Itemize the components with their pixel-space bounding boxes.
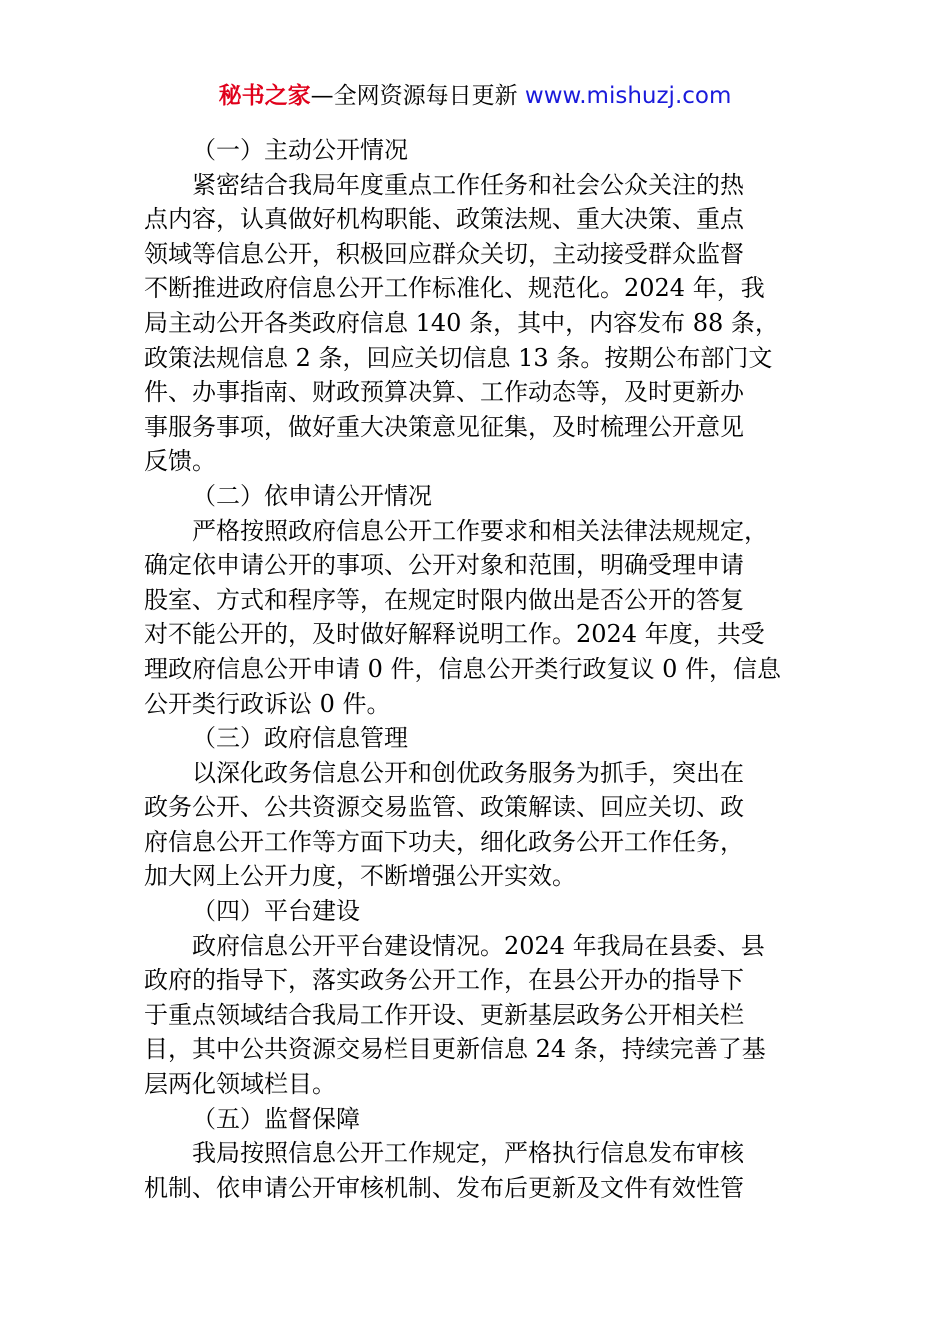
paragraph-line: 以深化政务信息公开和创优政务服务为抓手，突出在 xyxy=(192,758,744,787)
paragraph-line: 对不能公开的，及时做好解释说明工作。2024 年度，共受 xyxy=(144,620,765,649)
paragraph-line: 理政府信息公开申请 0 件，信息公开类行政复议 0 件，信息 xyxy=(144,654,782,683)
paragraph-line: 严格按照政府信息公开工作要求和相关法律法规规定， xyxy=(192,516,768,545)
paragraph-line: 机制、依申请公开审核机制、发布后更新及文件有效性管 xyxy=(144,1173,744,1202)
paragraph-line: 紧密结合我局年度重点工作任务和社会公众关注的热 xyxy=(192,170,744,199)
site-header xyxy=(0,80,950,112)
paragraph-line: 层两化领域栏目。 xyxy=(144,1070,336,1099)
paragraph-line: 政府信息公开平台建设情况。2024 年我局在县委、县 xyxy=(192,931,765,960)
paragraph-line: 领域等信息公开，积极回应群众关切，主动接受群众监督 xyxy=(144,239,744,268)
paragraph-line: 事服务事项，做好重大决策意见征集，及时梳理公开意见 xyxy=(144,412,744,441)
paragraph-line: 股室、方式和程序等，在规定时限内做出是否公开的答复 xyxy=(144,585,744,614)
paragraph-line: 政策法规信息 2 条，回应关切信息 13 条。按期公布部门文 xyxy=(144,343,773,372)
paragraph-line: 政务公开、公共资源交易监管、政策解读、回应关切、政 xyxy=(144,793,744,822)
header-tagline: —全网资源每日更新 xyxy=(310,83,525,109)
paragraph-line: 件、办事指南、财政预算决算、工作动态等，及时更新办 xyxy=(144,378,744,407)
paragraph-line: 点内容，认真做好机构职能、政策法规、重大决策、重点 xyxy=(144,205,744,234)
document-body xyxy=(144,133,808,1205)
paragraph-line: 府信息公开工作等方面下功夫，细化政务公开工作任务， xyxy=(144,827,744,856)
section-heading: （三）政府信息管理 xyxy=(192,724,408,753)
paragraph-line: 于重点领域结合我局工作开设、更新基层政务公开相关栏 xyxy=(144,1000,744,1029)
paragraph-line: 公开类行政诉讼 0 件。 xyxy=(144,689,391,718)
section-heading: （一）主动公开情况 xyxy=(192,136,408,164)
paragraph-line: 加大网上公开力度，不断增强公开实效。 xyxy=(144,862,576,891)
brand-name: 秘书之家 xyxy=(218,83,311,109)
paragraph-line: 局主动公开各类政府信息 140 条，其中，内容发布 88 条， xyxy=(144,308,779,337)
section-heading: （五）监督保障 xyxy=(192,1104,360,1133)
paragraph-line: 我局按照信息公开工作规定，严格执行信息发布审核 xyxy=(192,1139,744,1168)
paragraph-line: 不断推进政府信息公开工作标准化、规范化。2024 年，我 xyxy=(144,274,765,303)
paragraph-line: 目，其中公共资源交易栏目更新信息 24 条，持续完善了基 xyxy=(144,1035,766,1064)
paragraph-line: 政府的指导下，落实政务公开工作，在县公开办的指导下 xyxy=(144,966,744,995)
section-heading: （二）依申请公开情况 xyxy=(192,481,432,510)
section-heading: （四）平台建设 xyxy=(192,897,360,926)
paragraph-line: 确定依申请公开的事项、公开对象和范围，明确受理申请 xyxy=(144,551,744,580)
site-url-link[interactable]: www.mishuzj.com xyxy=(524,83,732,109)
paragraph-line: 反馈。 xyxy=(144,447,216,476)
